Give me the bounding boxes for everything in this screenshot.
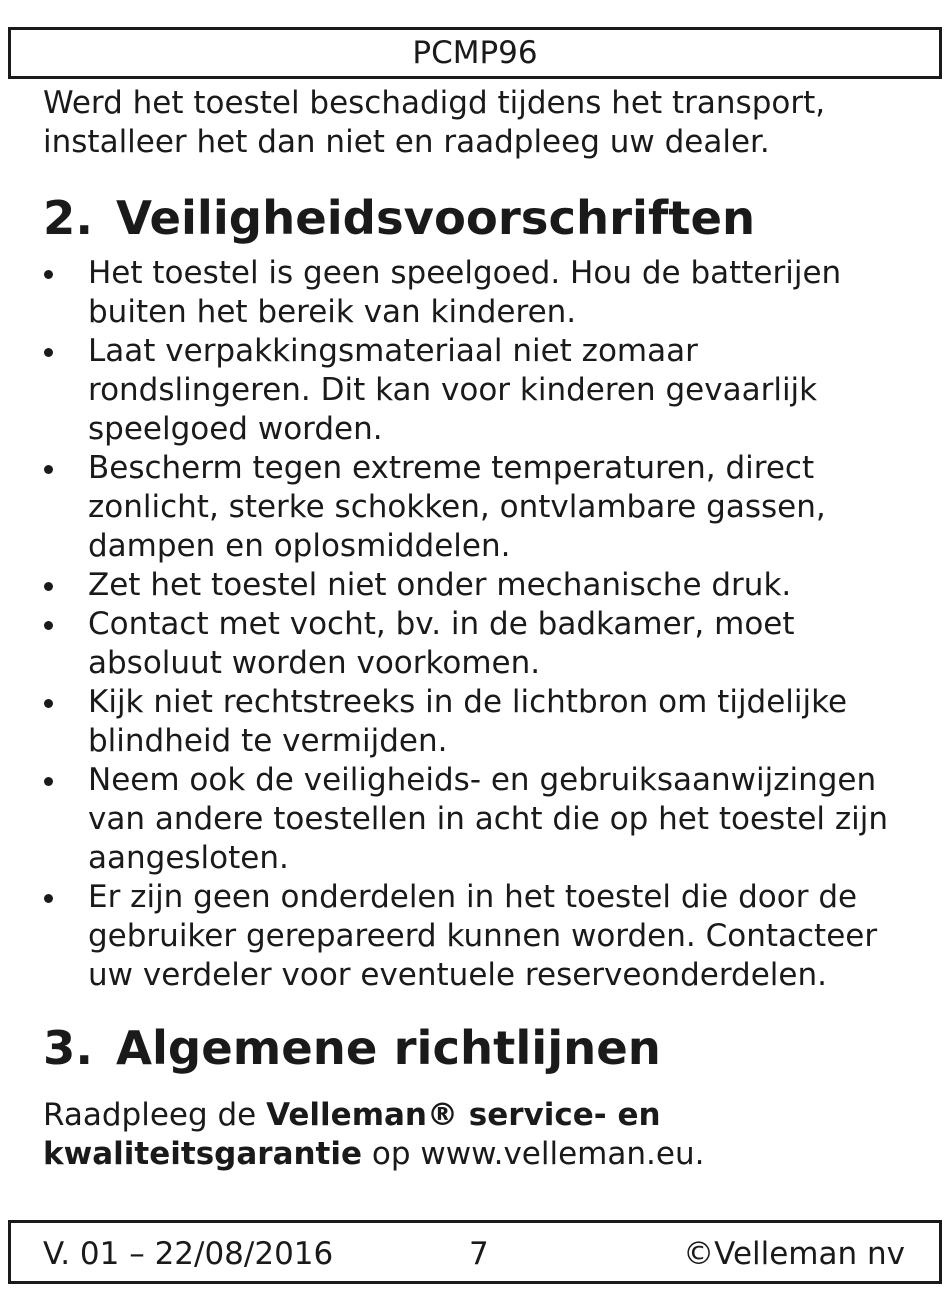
list-item-text: Bescherm tegen extreme temperaturen, direct zonlicht, sterke schokken, ontvlambare gassen, dampen en oplosmiddelen. xyxy=(88,450,826,564)
bullet-icon xyxy=(44,270,53,279)
list-item-text: Er zijn geen onderdelen in het toestel die door de gebruiker gerepareerd kunnen worden. Contacteer uw verdeler voor eventuele reserveonderdelen. xyxy=(88,879,878,993)
section-heading-safety xyxy=(43,191,923,245)
list-item-text: Contact met vocht, bv. in de badkamer, moet absoluut worden voorkomen. xyxy=(88,606,795,681)
footer-copyright: ©Velleman nv xyxy=(683,1236,905,1272)
bullet-icon xyxy=(44,348,53,357)
guarantee-text-suffix: op www.velleman.eu. xyxy=(362,1136,705,1172)
section-number: 2. xyxy=(43,191,94,245)
page-header xyxy=(8,27,942,79)
list-item xyxy=(43,254,923,332)
list-item xyxy=(43,683,923,761)
bullet-icon xyxy=(44,582,53,591)
list-item-text: Zet het toestel niet onder mechanische druk. xyxy=(88,567,792,603)
bullet-icon xyxy=(44,777,53,786)
section-title: Veiligheidsvoorschriften xyxy=(116,191,756,245)
list-item xyxy=(43,605,923,683)
page-footer xyxy=(8,1220,942,1284)
bullet-icon xyxy=(44,894,53,903)
list-item-text: Neem ook de veiligheids- en gebruiksaanwijzingen van andere toestellen in acht die op het toestel zijn aangesloten. xyxy=(88,762,889,876)
list-item-text: Laat verpakkingsmateriaal niet zomaar rondslingeren. Dit kan voor kinderen gevaarlijk speelgoed worden. xyxy=(88,333,818,447)
footer-version: V. 01 – 22/08/2016 xyxy=(43,1236,334,1272)
bullet-icon xyxy=(44,699,53,708)
bullet-icon xyxy=(44,465,53,474)
document-title: PCMP96 xyxy=(412,35,538,71)
section-heading-general xyxy=(43,1021,923,1075)
bullet-icon xyxy=(44,621,53,630)
guarantee-text-bold: Velleman® service- en kwaliteitsgarantie xyxy=(43,1097,661,1172)
list-item xyxy=(43,878,923,995)
list-item xyxy=(43,449,923,566)
list-item xyxy=(43,332,923,449)
list-item xyxy=(43,761,923,878)
guarantee-text-prefix: Raadpleeg de xyxy=(43,1097,267,1133)
guarantee-paragraph xyxy=(43,1096,923,1174)
safety-list xyxy=(43,254,923,995)
list-item-text: Het toestel is geen speelgoed. Hou de batterijen buiten het bereik van kinderen. xyxy=(88,255,842,330)
intro-paragraph: Werd het toestel beschadigd tijdens het transport, installeer het dan niet en raadpleeg uw dealer. xyxy=(43,85,826,160)
list-item-text: Kijk niet rechtstreeks in de lichtbron om tijdelijke blindheid te vermijden. xyxy=(88,684,848,759)
section-number: 3. xyxy=(43,1021,94,1075)
section-title: Algemene richtlijnen xyxy=(116,1021,661,1075)
page-number: 7 xyxy=(469,1236,489,1272)
list-item xyxy=(43,566,923,605)
page-content xyxy=(43,84,923,1174)
